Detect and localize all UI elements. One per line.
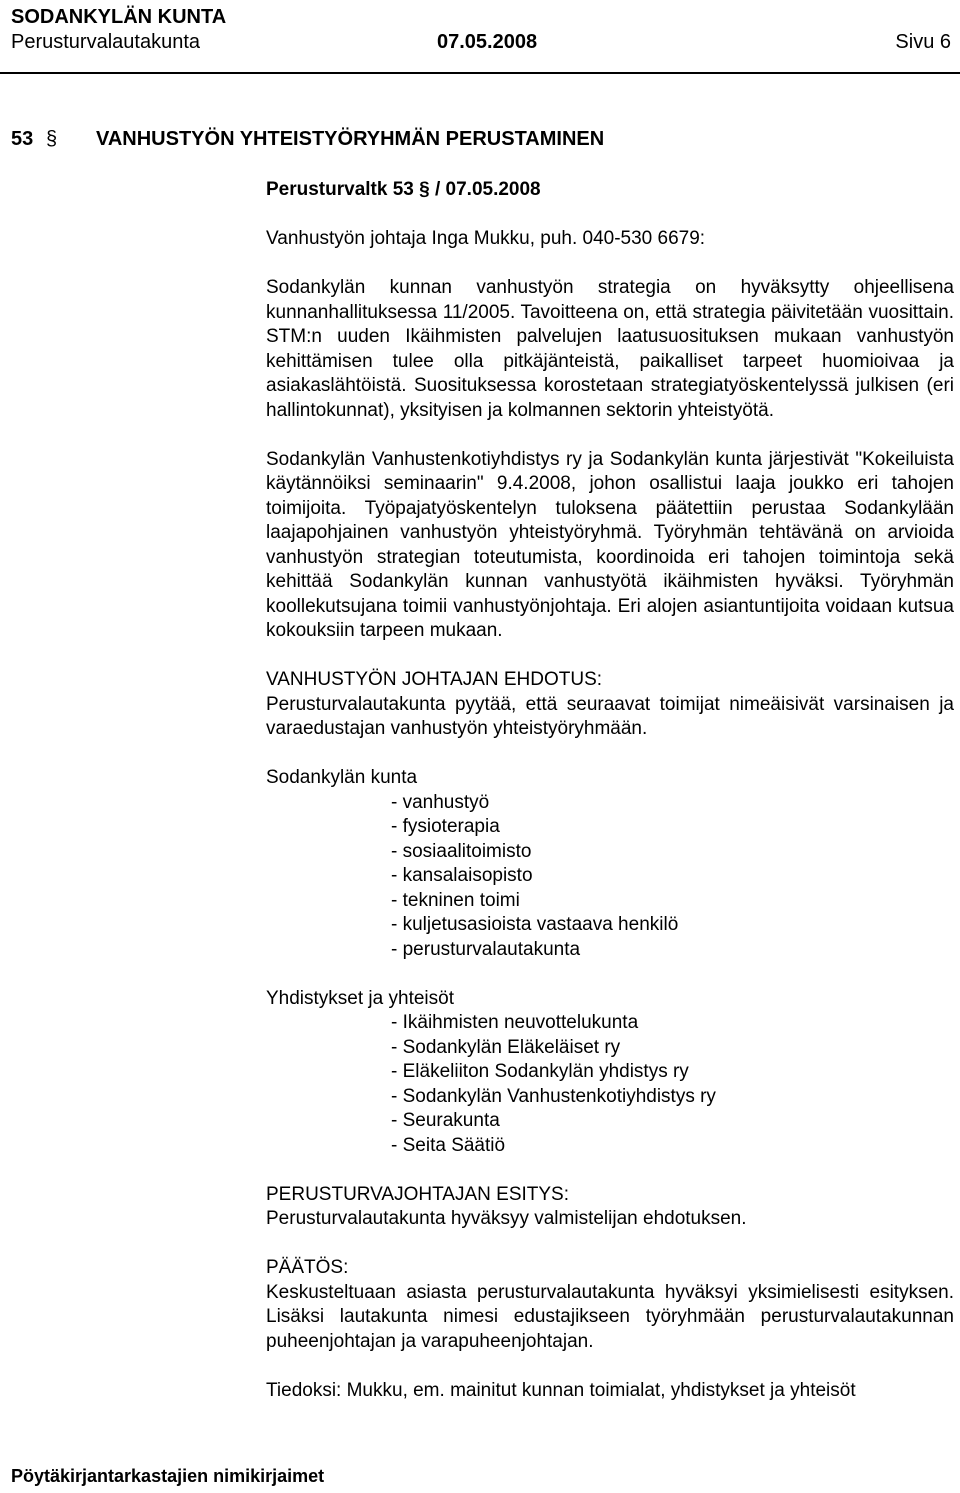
- list-item: - Ikäihmisten neuvottelukunta: [391, 1012, 639, 1033]
- header-line: [11, 30, 951, 54]
- proposal-heading: VANHUSTYÖN JOHTAJAN EHDOTUS:: [266, 669, 603, 690]
- list-item: - kansalaisopisto: [391, 865, 533, 886]
- municipality-label: Sodankylän kunta: [266, 767, 418, 788]
- associations-label: Yhdistykset ja yhteisöt: [266, 987, 454, 1009]
- list-item: - perusturvalautakunta: [391, 938, 581, 960]
- footer-initials-label: Pöytäkirjantarkastajien nimikirjaimet: [11, 1466, 325, 1486]
- decision-text: Keskusteltuaan asiasta perusturvalautakunta hyväksyi yksimielisesti esityksen. Lisäksi lautakunta nimesi edustajikseen työryhmään perusturvalautakunnan puheenjohtajan ja varapuheenjohtajan.: [266, 1281, 954, 1352]
- list-item: - Eläkeliiton Sodankylän yhdistys ry: [391, 1061, 689, 1082]
- decision-heading: PÄÄTÖS:: [266, 1257, 349, 1278]
- list-item: - sosiaalitoimisto: [391, 840, 532, 862]
- page-number: Sivu 6: [895, 31, 951, 53]
- director-heading: PERUSTURVAJOHTAJAN ESITYS:: [266, 1183, 569, 1205]
- section-number: 53: [11, 128, 34, 150]
- list-item: - Seurakunta: [391, 1110, 500, 1131]
- distribution-line: Tiedoksi: Mukku, em. mainitut kunnan toimialat, yhdistykset ja yhteisöt: [266, 1379, 856, 1401]
- list-item: - tekninen toimi: [391, 889, 520, 911]
- meeting-reference: Perusturvaltk 53 § / 07.05.2008: [266, 179, 541, 200]
- meeting-date: 07.05.2008: [437, 31, 538, 53]
- section-symbol: §: [46, 128, 58, 150]
- list-item: - Seita Säätiö: [391, 1134, 506, 1156]
- organization-name: SODANKYLÄN KUNTA: [11, 6, 227, 28]
- municipality-list: [266, 791, 954, 963]
- associations-list: [266, 1011, 954, 1158]
- document-body: [266, 178, 954, 1403]
- section-title: VANHUSTYÖN YHTEISTYÖRYHMÄN PERUSTAMINEN: [96, 128, 605, 150]
- header-divider: [0, 72, 960, 74]
- list-item: - Sodankylän Vanhustenkotiyhdistys ry: [391, 1085, 716, 1107]
- list-item: - kuljetusasioista vastaava henkilö: [391, 914, 679, 935]
- board-name: Perusturvalautakunta: [11, 31, 201, 53]
- list-item: - Sodankylän Eläkeläiset ry: [391, 1036, 621, 1058]
- list-item: - fysioterapia: [391, 816, 500, 837]
- list-item: - vanhustyö: [391, 791, 490, 813]
- proposal-text: Perusturvalautakunta pyytää, että seuraavat toimijat nimeäisivät varsinaisen ja varaedustajan vanhustyön yhteistyöryhmään.: [266, 693, 954, 739]
- seminar-paragraph: Sodankylän Vanhustenkotiyhdistys ry ja Sodankylän kunta järjestivät "Kokeiluista käytännöiksi seminaarin" 9.4.2008, johon osallistui laaja joukko eri tahojen toimijoita. Työpajatyöskentelyn tuloksena päätettiin perustaa Sodankylään laajapohjainen vanhustyön yhteistyöryhmä. Työryhmän tehtävänä on arvioida vanhustyön strategian toteutumista, koordinoida eri tahojen toimintoja sekä kehittää Sodankylän kunnan vanhustyötä ikäihmisten hyväksi. Työryhmän koollekutsujana toimii vanhustyönjohtaja. Eri alojen asiantuntijoita voidaan kutsua kokouksiin tarpeen mukaan.: [266, 448, 954, 641]
- director-text: Perusturvalautakunta hyväksyy valmistelijan ehdotuksen.: [266, 1208, 747, 1229]
- preparer-line: Vanhustyön johtaja Inga Mukku, puh. 040-530 6679:: [266, 228, 706, 249]
- background-paragraph: Sodankylän kunnan vanhustyön strategia on hyväksytty ohjeellisena kunnanhallituksessa 11/2005. Tavoitteena on, että strategia päivitetään vuosittain. STM:n uuden Ikäihmisten palvelujen laatusuosituksen mukaan vanhustyön kehittämisen tulee olla pitkäjänteistä, paikalliset tarpeet huomioivaa ja asiakaslähtöistä. Suosituksessa korostetaan strategiatyöskentelyssä julkisen (eri hallintokunnat), yksityisen ja kolmannen sektorin yhteistyötä.: [266, 277, 954, 421]
